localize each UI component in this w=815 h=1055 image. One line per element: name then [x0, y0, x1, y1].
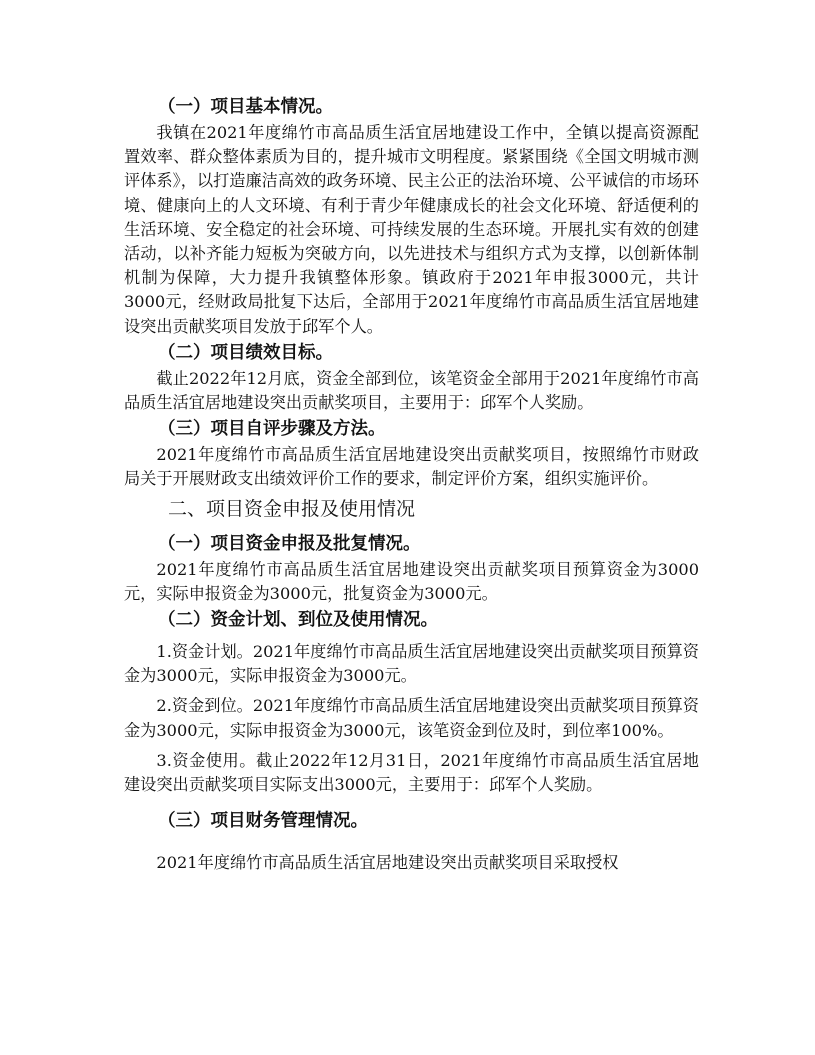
- paragraph-performance-goals: 截止2022年12月底，资金全部到位，该笔资金全部用于2021年度绵竹市高品质生活宜居地建设突出贡献奖项目，主要用于：邱军个人奖励。: [124, 368, 699, 413]
- paragraph-self-evaluation: 2021年度绵竹市高品质生活宜居地建设突出贡献奖项目，按照绵竹市财政局关于开展财政支出绩效评价工作的要求，制定评价方案，组织实施评价。: [124, 445, 699, 489]
- list-item-fund-arrival: 2.资金到位。2021年度绵竹市高品质生活宜居地建设突出贡献奖项目预算资金为3000元，实际申报资金为3000元，该笔资金到位及时，到位率100%。: [124, 696, 699, 740]
- section-heading-basic-info: （一）项目基本情况。: [158, 97, 333, 117]
- section-heading-financial-management: （三）项目财务管理情况。: [158, 811, 368, 832]
- section-heading-performance-goals: （二）项目绩效目标。: [158, 342, 333, 363]
- section-heading-fund-application: （一）项目资金申报及批复情况。: [158, 533, 421, 554]
- paragraph-fund-application: 2021年度绵竹市高品质生活宜居地建设突出贡献奖项目预算资金为3000元，实际申报资金为3000元，批复资金为3000元。: [124, 559, 699, 603]
- chapter-heading-funds: 二、项目资金申报及使用情况: [168, 497, 416, 520]
- section-heading-fund-plan: （二）资金计划、到位及使用情况。: [158, 610, 438, 631]
- paragraph-basic-info: 我镇在2021年度绵竹市高品质生活宜居地建设工作中，全镇以提高资源配置效率、群众整体素质为目的，提升城市文明程度。紧紧围绕《全国文明城市测评体系》，以打造廉洁高效的政务环境、民主公正的法治环境、公平诚信的市场环境、健康向上的人文环境、有利于青少年健康成长的社会文化环境、舒适便利的生活环境、安全稳定的社会环境、可持续发展的生态环境。开展扎实有效的创建活动，以补齐能力短板为突破方向，以先进技术与组织方式为支撑，以创新体制机制为保障，大力提升我镇整体形象。镇政府于2021年申报3000元，共计3000元，经财政局批复下达后，全部用于2021年度绵竹市高品质生活宜居地建设突出贡献奖项目发放于邱军个人。: [124, 123, 699, 336]
- list-item-fund-plan: 1.资金计划。2021年度绵竹市高品质生活宜居地建设突出贡献奖项目预算资金为3000元，实际申报资金为3000元。: [124, 642, 699, 686]
- list-item-fund-usage: 3.资金使用。截止2022年12月31日，2021年度绵竹市高品质生活宜居地建设突出贡献奖项目实际支出3000元，主要用于：邱军个人奖励。: [124, 750, 699, 795]
- document-page: [124, 93, 699, 875]
- paragraph-financial-management: 2021年度绵竹市高品质生活宜居地建设突出贡献奖项目采取授权: [156, 853, 619, 873]
- section-heading-self-evaluation: （三）项目自评步骤及方法。: [158, 419, 386, 440]
